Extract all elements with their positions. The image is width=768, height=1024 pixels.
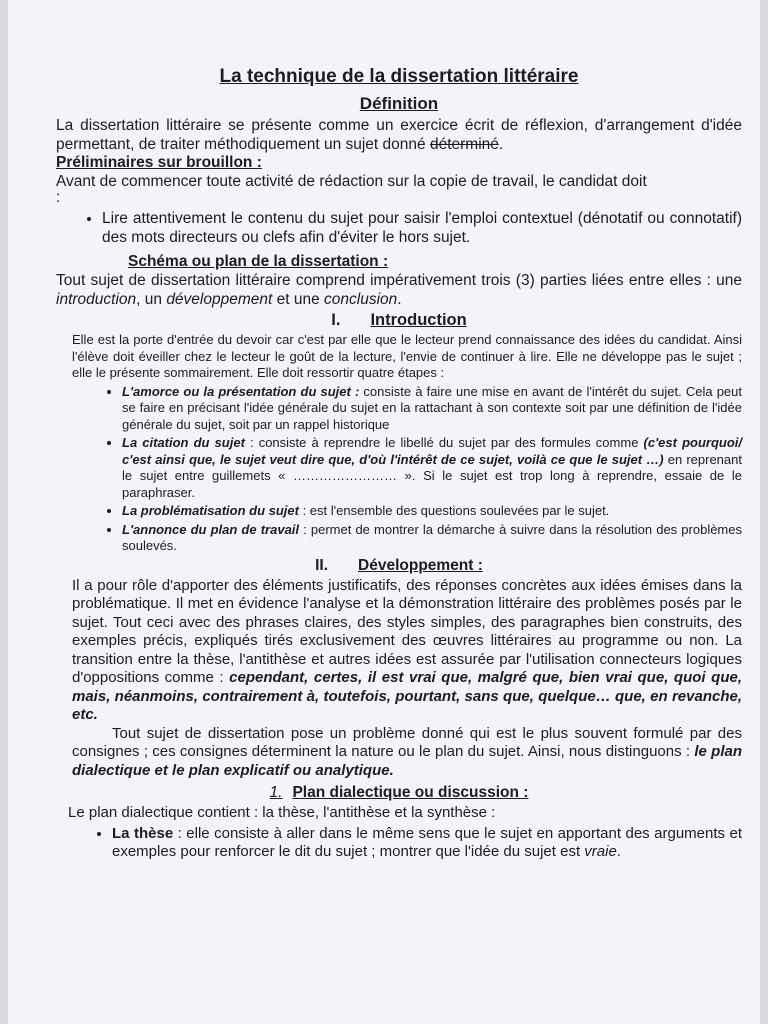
schema-paragraph — [56, 271, 742, 309]
dev-paragraph-2 — [56, 725, 742, 781]
document-page — [8, 0, 760, 1024]
intro-number: I. — [331, 311, 341, 329]
dev-number: II. — [315, 556, 329, 574]
schema-end: . — [397, 291, 402, 308]
dev-text-2: Tout sujet de dissertation pose un problème donné qui est le plus souvent formulé par des consignes ; ces consignes déterminent la nature ou le plan du sujet. Ainsi, nous distinguons : — [72, 724, 742, 760]
plan-paragraph: Le plan dialectique contient : la thèse, l'antithèse et la synthèse : — [68, 804, 496, 821]
these-item — [112, 825, 742, 862]
plan-label: Plan dialectique ou discussion : — [292, 784, 529, 801]
schema-concl-word: conclusion — [324, 291, 398, 308]
definition-text: La dissertation littéraire se présente comme un exercice écrit de réflexion, d'arrangement d'idée permettant, de traiter méthodiquement un sujet donné — [56, 117, 742, 153]
intro-step-problematisation — [122, 503, 742, 520]
prelim-heading: Préliminaires sur brouillon : — [56, 154, 262, 171]
plan-heading — [56, 784, 742, 802]
schema-text: Tout sujet de dissertation littéraire comprend impérativement trois (3) parties liées entre elles : une — [56, 272, 742, 289]
schema-sep-2: et une — [272, 291, 325, 308]
dev-paragraph — [56, 577, 742, 725]
plan-list — [56, 825, 742, 862]
prelim-colon: : — [56, 189, 61, 206]
schema-dev-word: développement — [166, 291, 273, 308]
step-text-2: en reprenant le sujet entre guillemets « …………………… ». Si le sujet est trop long à reprendre, essaie de le paraphraser. — [122, 451, 742, 500]
these-end: . — [616, 843, 621, 860]
these-term: La thèse — [112, 824, 174, 842]
prelim-paragraph: Avant de commencer toute activité de rédaction sur la copie de travail, le candidat doit — [56, 173, 647, 190]
prelim-bullet: • Lire attentivement le contenu du sujet pour saisir l'emploi contextuel (dénotatif ou connotatif) des mots directeurs ou clefs afin d'éviter le hors sujet. — [102, 209, 742, 247]
step-term: La citation du sujet — [122, 435, 245, 450]
intro-step-annonce — [122, 522, 742, 555]
these-text: : elle consiste à aller dans le même sens que le sujet en apportant des arguments et exemples pour renforcer le dit du sujet ; montrer que l'idée du sujet est — [112, 824, 742, 860]
prelim-list — [56, 209, 742, 247]
intro-step-amorce — [122, 384, 742, 434]
step-text: consiste à faire une mise en avant de l'intérêt du sujet. Cela peut se faire en précisant l'idée générale du sujet en la rattachant à son contexte soit par une définition de l'idée générale du sujet, soit par un rappel historique — [122, 383, 742, 432]
definition-heading: Définition — [359, 94, 439, 113]
dev-text: Il a pour rôle d'apporter des éléments justificatifs, des réponses concrètes aux idées émises dans la problématique. Il met en évidence l'analyse et la démonstration littéraire des problèmes posés par le sujet. Tout ceci avec des phrases claires, des styles simples, des paragraphes bien construits, des exemples précis, expliqués tirés exclusivement des œuvres littéraires au programme ou non. La transition entre la thèse, l'antithèse et autres idées est assurée par l'utilisation connecteurs logiques d'oppositions comme : — [72, 576, 742, 686]
intro-paragraph: Elle est la porte d'entrée du devoir car c'est par elle que le lecteur prend connaissance des idées du candidat. Ainsi l'élève doit éveiller chez le lecteur le goût de la lecture, l'envie de continuer à lire. Elle ne développe pas le sujet ; elle le présente sommairement. Elle doit ressortir quatre étapes : — [72, 332, 742, 380]
intro-step-citation — [122, 435, 742, 501]
dev-heading — [56, 557, 742, 575]
schema-sep-1: , un — [136, 291, 167, 308]
step-text: : est l'ensemble des questions soulevées par le sujet. — [298, 503, 610, 518]
dev-label: Développement : — [358, 556, 483, 574]
step-term: La problématisation du sujet — [122, 503, 299, 518]
plan-number: 1. — [269, 784, 283, 801]
dev-connectors: cependant, certes, il est vrai que, malgré que, bien vrai que, quoi que, mais, néanmoins, contrairement à, toutefois, pourtant, sans que, quelque… que, en revanche, etc. — [72, 669, 742, 723]
step-text: : consiste à reprendre le libellé du sujet par des formules comme — [244, 435, 644, 450]
step-text: : permet de montrer la démarche à suivre dans la résolution des problèmes soulevés. — [122, 521, 742, 553]
dev-plans: le plan dialectique et le plan explicatif ou analytique. — [72, 743, 742, 779]
struck-word: déterminé — [429, 136, 499, 153]
definition-end: . — [498, 136, 504, 153]
step-term: L'amorce ou la présentation du sujet : — [122, 383, 360, 399]
schema-intro-word: introduction — [56, 291, 137, 308]
intro-label: Introduction — [370, 311, 467, 329]
these-vraie: vraie — [584, 843, 617, 860]
intro-steps-list — [56, 384, 742, 555]
definition-paragraph — [56, 116, 742, 154]
step-term: L'annonce du plan de travail — [122, 521, 300, 537]
intro-heading — [56, 311, 742, 330]
step-quote: (c'est pourquoi/ c'est ainsi que, le sujet veut dire que, d'où l'intérêt de ce sujet, voilà ce que le sujet …) — [122, 435, 742, 467]
schema-heading: Schéma ou plan de la dissertation : — [128, 253, 389, 270]
document-title: La technique de la dissertation littéraire — [219, 66, 579, 87]
